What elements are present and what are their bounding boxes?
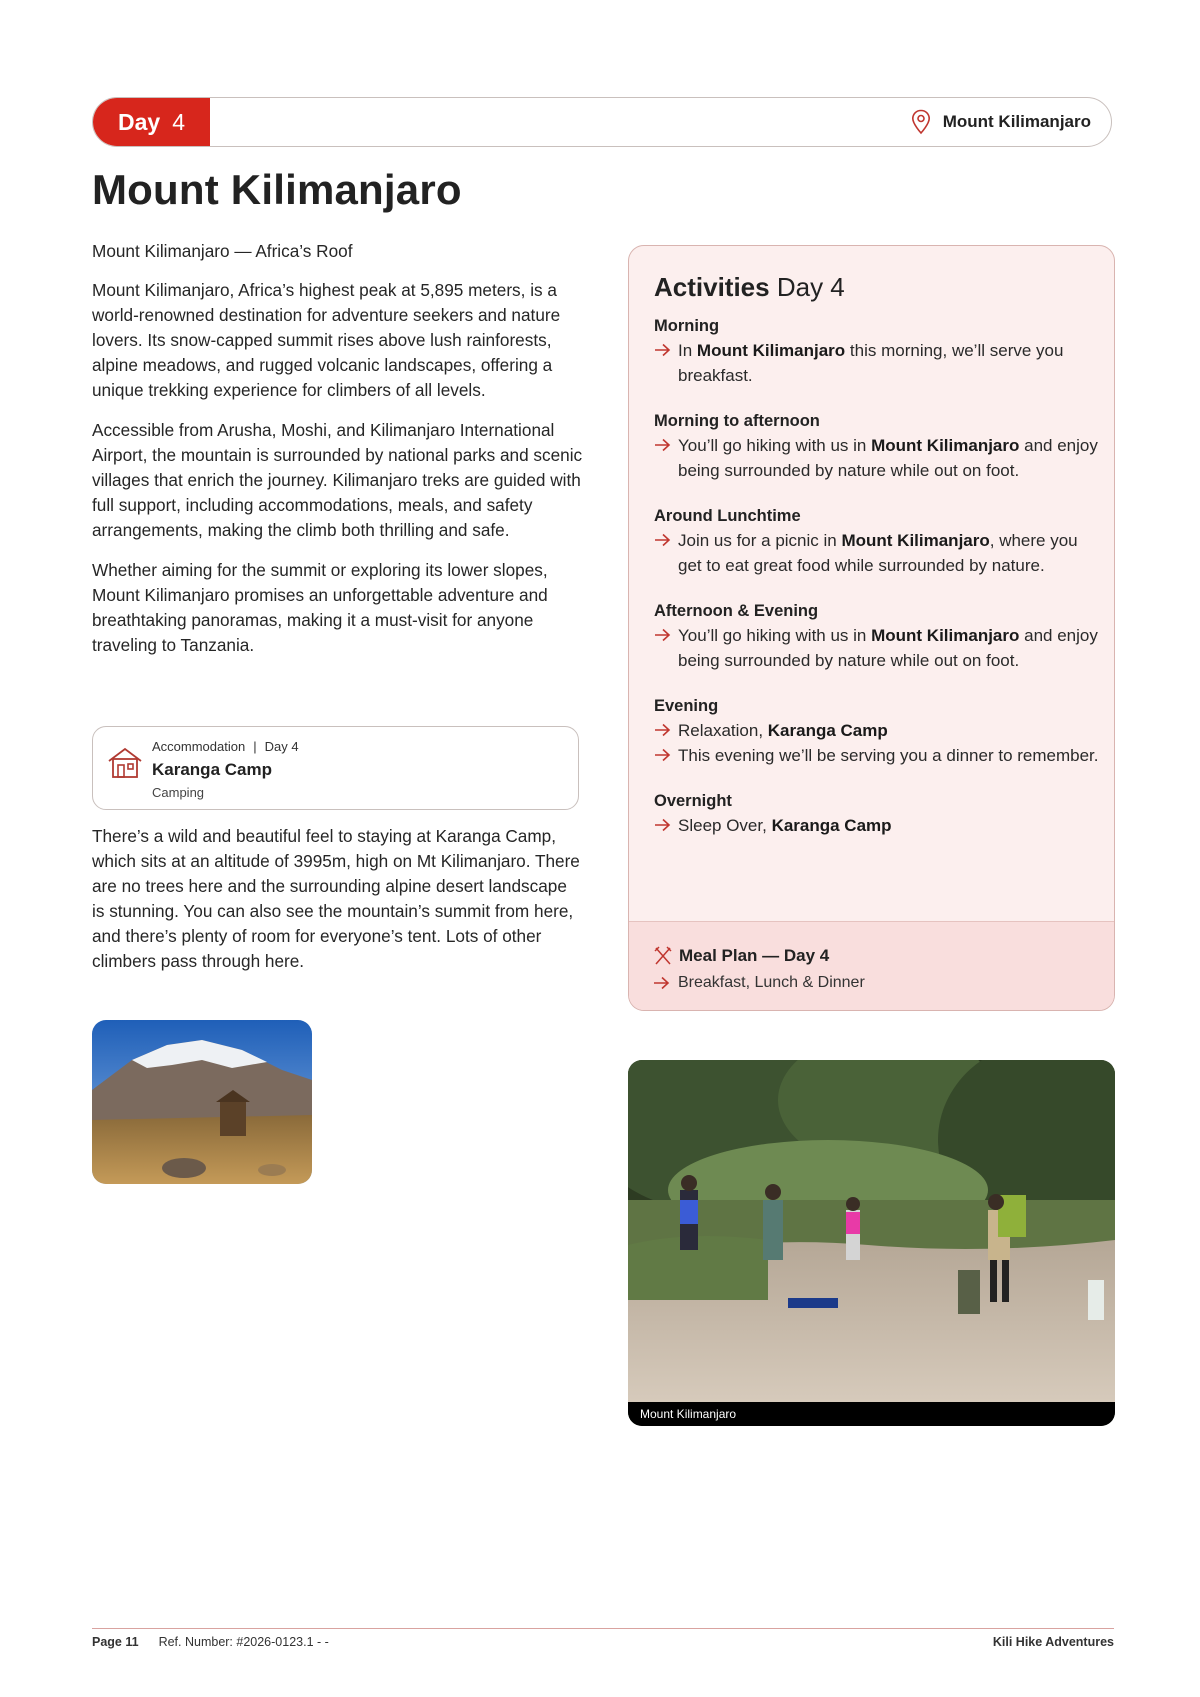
intro-subtitle: Mount Kilimanjaro — Africa’s Roof bbox=[92, 241, 353, 261]
accommodation-label: Accommodation bbox=[152, 739, 246, 754]
activity-heading: Overnight bbox=[654, 792, 732, 810]
activity-heading: Morning bbox=[654, 317, 720, 335]
accommodation-meta bbox=[152, 739, 299, 754]
accommodation-card bbox=[92, 726, 579, 810]
activity-item: Join us for a picnic in Mount Kilimanjaro, where you get to eat great food while surrounded by nature. bbox=[654, 529, 1099, 578]
activities-title-day: Day 4 bbox=[776, 272, 845, 302]
activities-title-bold: Activities bbox=[654, 272, 770, 302]
house-icon bbox=[107, 747, 143, 779]
meal-plan-header bbox=[653, 946, 829, 966]
activities-list bbox=[654, 314, 1099, 860]
activity-section bbox=[654, 314, 1099, 388]
separator: | bbox=[253, 739, 257, 754]
accommodation-name: Karanga Camp bbox=[152, 760, 272, 779]
page-number: Page 11 bbox=[92, 1635, 139, 1649]
activity-section bbox=[654, 504, 1099, 578]
meal-plan-title: Meal Plan — Day 4 bbox=[679, 946, 830, 965]
activities-panel bbox=[628, 245, 1115, 1011]
day-header-bar bbox=[92, 97, 1112, 147]
activity-section bbox=[654, 789, 1099, 839]
activity-item: Sleep Over, Karanga Camp bbox=[654, 814, 1099, 839]
accommodation-type: Camping bbox=[152, 785, 205, 800]
arrow-right-icon bbox=[654, 723, 671, 737]
arrow-right-icon bbox=[654, 438, 671, 452]
camp-description: There’s a wild and beautiful feel to staying at Karanga Camp, which sits at an altitude of 3995m, high on Mt Kilimanjaro. There are no trees here and the surrounding alpine desert landscape is stunning. You can also see the mountain’s summit from here, and there’s plenty of room for everyone’s tent. Lots of other climbers pass through here. bbox=[92, 826, 580, 971]
page-title: Mount Kilimanjaro bbox=[92, 166, 462, 213]
meal-plan-meals bbox=[653, 974, 865, 992]
utensils-icon bbox=[653, 946, 673, 966]
arrow-right-icon bbox=[653, 976, 670, 990]
meal-list: Breakfast, Lunch & Dinner bbox=[678, 974, 865, 991]
page-footer bbox=[92, 1635, 1114, 1649]
activity-item: You’ll go hiking with us in Mount Kilimanjaro and enjoy being surrounded by nature while out on foot. bbox=[654, 434, 1099, 483]
arrow-right-icon bbox=[654, 628, 671, 642]
location-name: Mount Kilimanjaro bbox=[942, 112, 1091, 131]
activity-heading: Afternoon & Evening bbox=[654, 602, 819, 620]
intro-paragraph: Whether aiming for the summit or exploring its lower slopes, Mount Kilimanjaro promises an unforgettable adventure and breathtaking panoramas, making it a must-visit for anyone traveling to Tanzania. bbox=[92, 560, 548, 655]
activity-item: Relaxation, Karanga Camp bbox=[654, 719, 1099, 744]
activity-section bbox=[654, 694, 1099, 768]
intro-paragraph: Mount Kilimanjaro, Africa’s highest peak at 5,895 meters, is a world-renowned destination for adventure seekers and nature lovers. Its snow-capped summit rises above lush rainforests, alpine meadows, and rugged volcanic landscapes, offering a unique trekking experience for climbers of all levels. bbox=[92, 280, 561, 400]
activity-item: This evening we’ll be serving you a dinner to remember. bbox=[654, 744, 1099, 769]
activity-item: In Mount Kilimanjaro this morning, we’ll serve you breakfast. bbox=[654, 339, 1099, 388]
meal-plan bbox=[629, 921, 1114, 1011]
day-number: 4 bbox=[172, 108, 185, 135]
location-tag bbox=[911, 98, 1091, 146]
intro-paragraph: Accessible from Arusha, Moshi, and Kilimanjaro International Airport, the mountain is surrounded by national parks and scenic villages that enrich the journey. Kilimanjaro treks are guided with full support, including accommodations, meals, and safety arrangements, making the climb both thrilling and safe. bbox=[92, 420, 583, 540]
activity-heading: Morning to afternoon bbox=[654, 412, 820, 430]
arrow-right-icon bbox=[654, 748, 671, 762]
arrow-right-icon bbox=[654, 533, 671, 547]
map-pin-icon bbox=[911, 109, 931, 135]
intro-section bbox=[92, 239, 584, 673]
activity-item: You’ll go hiking with us in Mount Kilimanjaro and enjoy being surrounded by nature while out on foot. bbox=[654, 624, 1099, 673]
activities-title bbox=[654, 272, 845, 303]
day-label: Day bbox=[118, 108, 161, 135]
hikers-photo bbox=[628, 1060, 1115, 1426]
mountain-hut-photo bbox=[92, 1020, 312, 1184]
footer-divider bbox=[92, 1628, 1114, 1629]
activity-section bbox=[654, 409, 1099, 483]
activity-heading: Evening bbox=[654, 697, 719, 715]
reference-number: Ref. Number: #2026-0123.1 - - bbox=[158, 1635, 329, 1649]
arrow-right-icon bbox=[654, 343, 671, 357]
photo-caption: Mount Kilimanjaro bbox=[628, 1402, 1115, 1426]
day-badge bbox=[93, 98, 210, 146]
company-name: Kili Hike Adventures bbox=[992, 1635, 1114, 1649]
accommodation-day: Day 4 bbox=[264, 739, 299, 754]
activity-heading: Around Lunchtime bbox=[654, 507, 801, 525]
activity-section bbox=[654, 599, 1099, 673]
arrow-right-icon bbox=[654, 818, 671, 832]
